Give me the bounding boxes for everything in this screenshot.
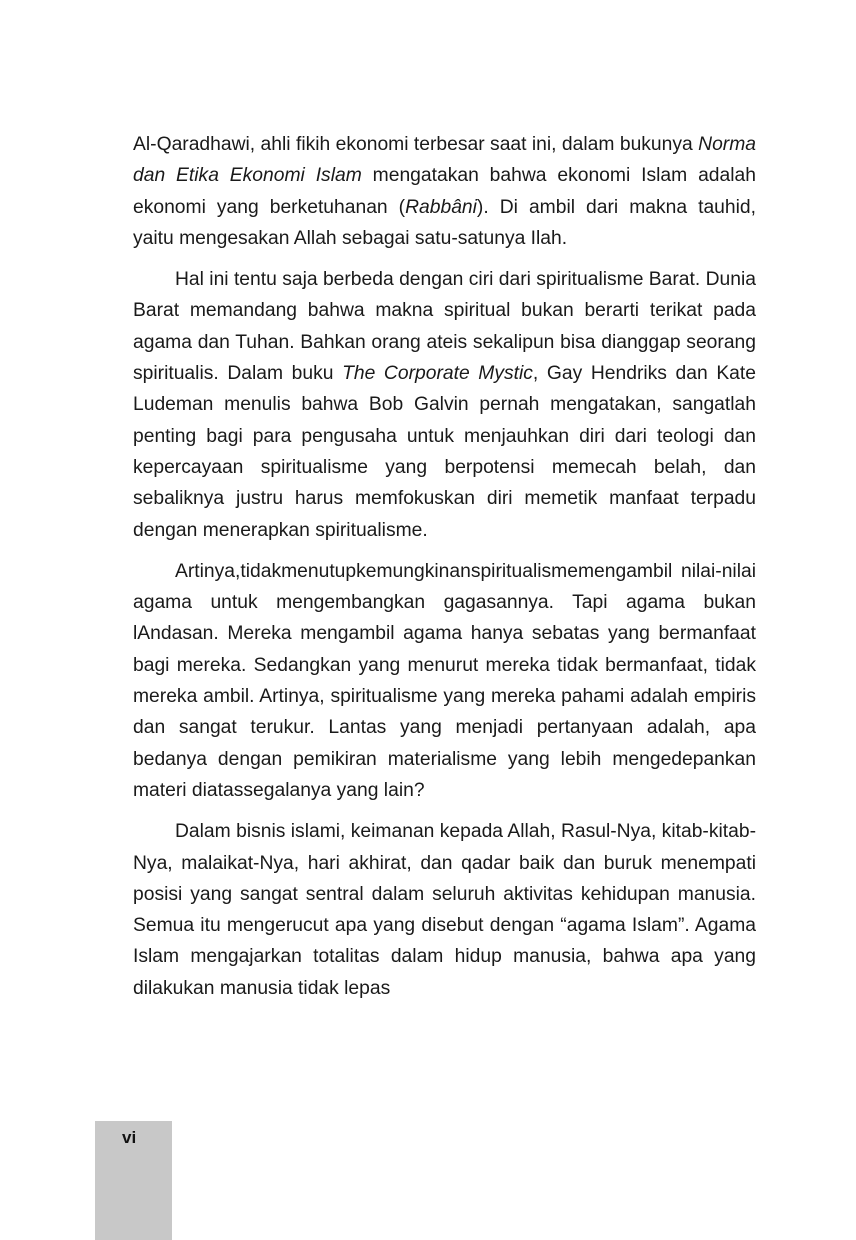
paragraph-1 (133, 129, 756, 254)
paragraph-4 (133, 816, 756, 1004)
text-segment: mengatakan bahwa ekonomi Islam adalah ekonomi yang berketuhanan ( (133, 165, 756, 218)
paragraph-2 (133, 264, 756, 546)
term-italic: Rabbâni (405, 196, 477, 218)
book-title-italic: Norma dan Etika Ekonomi Islam (133, 134, 756, 187)
book-title-italic: The Corporate Mystic (342, 363, 533, 385)
text-segment: Al-Qaradhawi, ahli fikih ekonomi terbesar saat ini, dalam bukunya (133, 134, 699, 155)
text-segment: Artinya,tidakmenutupkemungkinanspiritualismemengambil nilai-nilai agama untuk mengembangkan gagasannya. Tapi agama bukan lAndasan. Mereka mengambil agama hanya sebatas yang bermanfaat bagi mereka. Sedangkan yang menurut mereka tidak bermanfaat, tidak mereka ambil. Artinya, spiritualisme yang mereka pahami adalah empiris dan sangat terukur. Lantas yang menjadi pertanyaan adalah, apa bedanya dengan pemikiran materialisme yang lebih mengedepankan materi diatassegalanya yang lain? (133, 560, 756, 801)
paragraph-3 (133, 556, 756, 806)
text-segment: Dalam bisnis islami, keimanan kepada Allah, Rasul-Nya, kitab-kitab-Nya, malaikat-Nya, hari akhirat, dan qadar baik dan buruk menempati posisi yang sangat sentral dalam seluruh aktivitas kehidupan manusia. Semua itu mengerucut apa yang disebut dengan “agama Islam”. Agama Islam mengajarkan totalitas dalam hidup manusia, bahwa apa yang dilakukan manusia tidak lepas (133, 821, 756, 999)
page-number: vi (122, 1128, 137, 1147)
text-segment: Hal ini tentu saja berbeda dengan ciri dari spiritualisme Barat. Dunia Barat memandang bahwa makna spiritual bukan berarti terikat pada agama dan Tuhan. Bahkan orang ateis sekalipun bisa dianggap seorang spiritualis. Dalam buku (133, 269, 756, 385)
body-text (133, 129, 756, 1014)
text-segment: , Gay Hendriks dan Kate Ludeman menulis bahwa Bob Galvin pernah mengatakan, sangatlah penting bagi para pengusaha untuk menjauhkan diri dari teologi dan kepercayaan spiritualisme yang berpotensi memecah belah, dan sebaliknya justru harus memfokuskan diri memetik manfaat terpadu dengan menerapkan spiritualisme. (133, 363, 756, 541)
text-segment: ). Di ambil dari makna tauhid, yaitu mengesakan Allah sebagai satu-satunya Ilah. (133, 196, 756, 249)
